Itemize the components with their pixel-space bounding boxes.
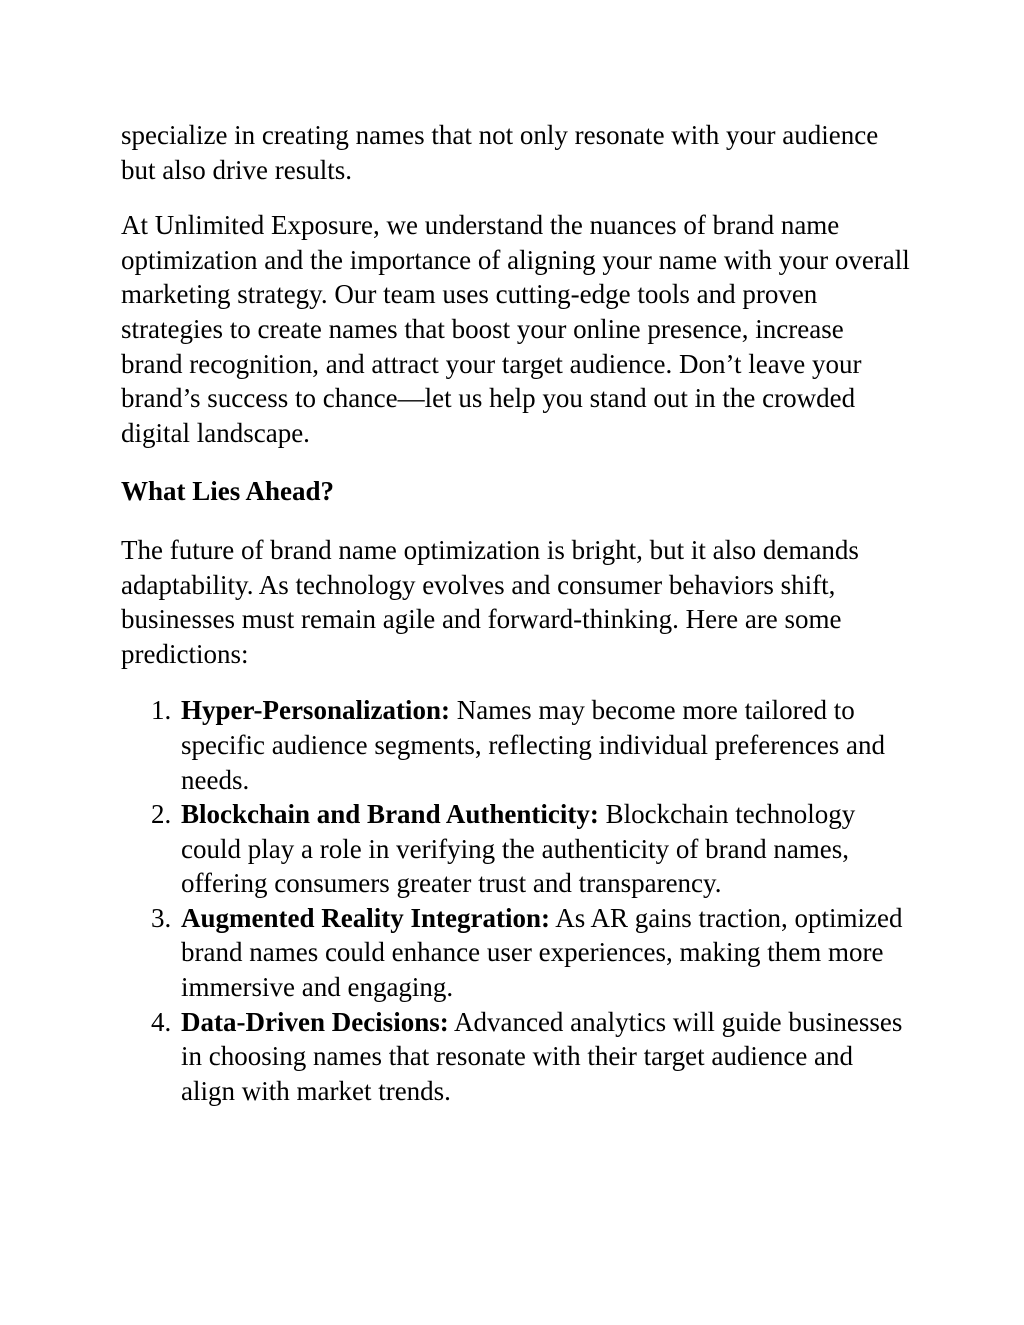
list-item-number: 1. — [151, 695, 172, 726]
document-page — [121, 118, 911, 1108]
list-item — [121, 797, 911, 901]
list-item-term: Augmented Reality Integration: — [181, 902, 550, 933]
list-item-text: Blockchain technology could play a role in verifying the authenticity of brand names, offering consumers greater trust and transparency. — [181, 799, 856, 899]
paragraph-intro-continuation: specialize in creating names that not only resonate with your audience but also drive results. — [121, 120, 879, 185]
list-item-term: Blockchain and Brand Authenticity: — [181, 799, 599, 830]
list-item-term: Hyper-Personalization: — [181, 695, 450, 726]
section-heading: What Lies Ahead? — [121, 476, 335, 507]
list-item-text: Advanced analytics will guide businesses in choosing names that resonate with their target audience and align with market trends. — [181, 1006, 903, 1106]
list-item — [121, 1005, 911, 1109]
list-item-number: 4. — [151, 1006, 172, 1037]
paragraph-future: The future of brand name optimization is bright, but it also demands adaptability. As technology evolves and consumer behaviors shift, businesses must remain agile and forward-thinking. Here are some predictions: — [121, 534, 859, 669]
list-item — [121, 693, 911, 797]
list-item-number: 2. — [151, 799, 172, 830]
list-item — [121, 901, 911, 1005]
list-item-text: Names may become more tailored to specific audience segments, reflecting individual preferences and needs. — [181, 695, 885, 795]
predictions-list — [121, 693, 911, 1108]
list-item-text: As AR gains traction, optimized brand names could enhance user experiences, making them more immersive and engaging. — [181, 902, 903, 1003]
list-item-number: 3. — [151, 902, 172, 933]
list-item-term: Data-Driven Decisions: — [181, 1006, 449, 1037]
paragraph-unlimited-exposure: At Unlimited Exposure, we understand the nuances of brand name optimization and the importance of aligning your name with your overall marketing strategy. Our team uses cutting-edge tools and proven strategies to create names that boost your online presence, increase brand recognition, and attract your target audience. Don’t leave your brand’s success to chance—let us help you stand out in the crowded digital landscape. — [121, 210, 910, 448]
